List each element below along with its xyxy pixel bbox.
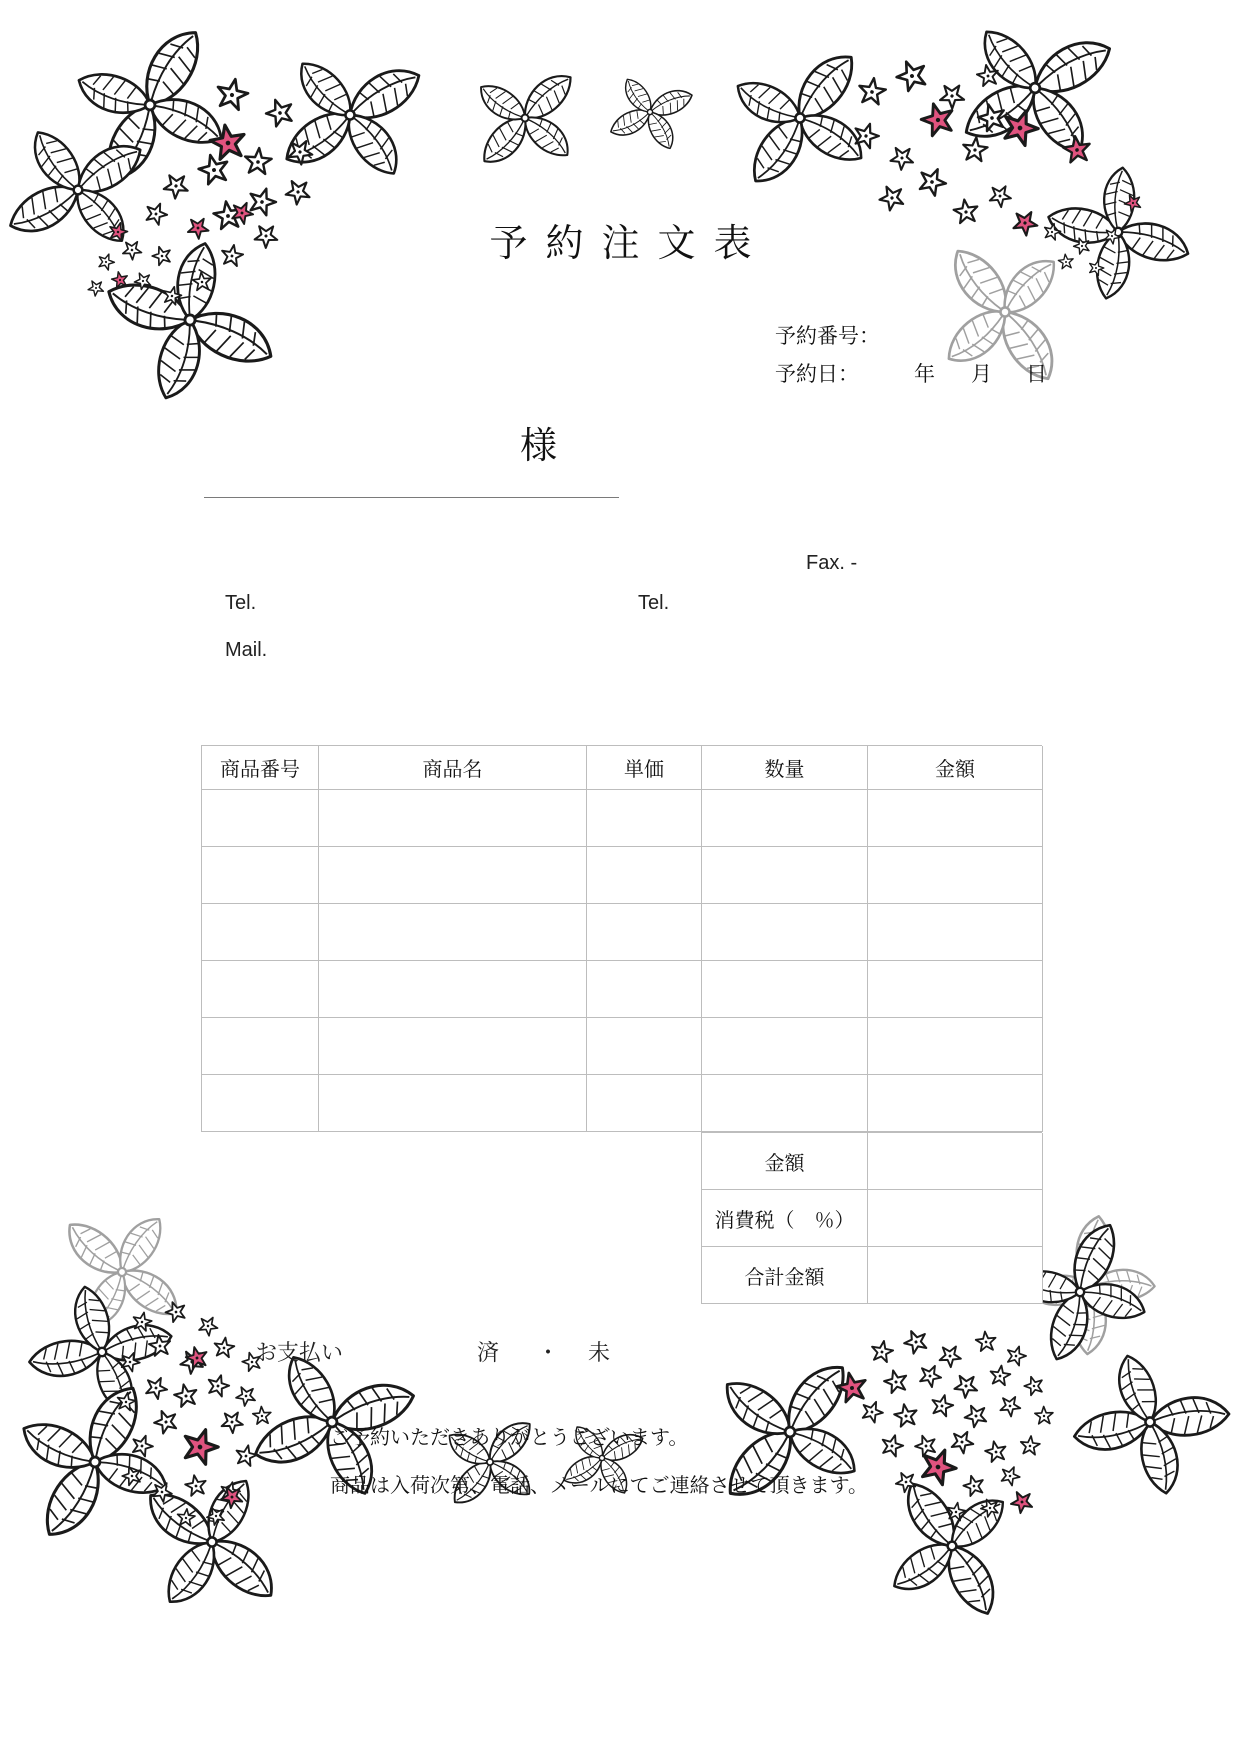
tel1-label: Tel.: [225, 592, 257, 614]
summary-total-value[interactable]: [868, 1247, 1043, 1304]
table-cell[interactable]: [202, 961, 319, 1018]
table-cell[interactable]: [702, 904, 868, 961]
fax-label: Fax. -: [806, 552, 858, 574]
payment-row: [255, 1336, 610, 1367]
reservation-date-label: 予約日：: [775, 362, 859, 386]
column-header-item-name: 商品名: [319, 746, 587, 790]
table-cell[interactable]: [868, 961, 1043, 1018]
payment-separator: ・: [537, 1340, 560, 1365]
table-cell[interactable]: [587, 904, 702, 961]
table-cell[interactable]: [868, 1075, 1043, 1132]
mail-value[interactable]: [267, 636, 407, 656]
table-cell[interactable]: [319, 847, 587, 904]
table-cell[interactable]: [319, 1018, 587, 1075]
table-cell[interactable]: [868, 847, 1043, 904]
payment-paid-option[interactable]: 済: [477, 1340, 500, 1365]
table-cell[interactable]: [702, 1018, 868, 1075]
table-cell[interactable]: [868, 1018, 1043, 1075]
tel1-row: [225, 589, 396, 615]
summary-tax-label: 消費税（ ％）: [702, 1190, 868, 1247]
tel1-value[interactable]: [256, 589, 396, 609]
mail-label: Mail.: [225, 639, 268, 661]
table-cell[interactable]: [202, 1018, 319, 1075]
column-header-item-number: 商品番号: [202, 746, 319, 790]
customer-name-slot[interactable]: [200, 410, 510, 452]
table-cell[interactable]: [702, 847, 868, 904]
fax-value[interactable]: [857, 549, 997, 569]
table-cell[interactable]: [587, 847, 702, 904]
summary-amount-value[interactable]: [868, 1133, 1043, 1190]
table-cell[interactable]: [319, 961, 587, 1018]
table-cell[interactable]: [319, 904, 587, 961]
table-cell[interactable]: [702, 790, 868, 847]
reservation-number-label: 予約番号：: [775, 324, 880, 348]
table-cell[interactable]: [587, 961, 702, 1018]
payment-unpaid-option[interactable]: 未: [588, 1340, 611, 1365]
tel2-value[interactable]: [669, 589, 809, 609]
table-cell[interactable]: [702, 961, 868, 1018]
column-header-amount: 金額: [868, 746, 1043, 790]
page-title: 予約注文表: [489, 223, 770, 265]
table-cell[interactable]: [319, 1075, 587, 1132]
table-cell[interactable]: [702, 1075, 868, 1132]
fax-row: [806, 549, 997, 575]
order-table: [201, 745, 1042, 1132]
reservation-number-row: [775, 320, 920, 350]
summary-tax-value[interactable]: [868, 1190, 1043, 1247]
footer-thanks-line: ご予約いただきありがとうございます。: [330, 1427, 689, 1449]
reservation-month-label: 月: [971, 362, 992, 386]
reservation-date-row: [775, 358, 1047, 388]
footer-notice-line: 商品は入荷次第、電話、メールにてご連絡させて頂きます。: [330, 1475, 868, 1497]
tel2-label: Tel.: [638, 592, 670, 614]
table-cell[interactable]: [868, 904, 1043, 961]
table-cell[interactable]: [319, 790, 587, 847]
table-cell[interactable]: [587, 1018, 702, 1075]
table-cell[interactable]: [202, 1075, 319, 1132]
table-cell[interactable]: [587, 790, 702, 847]
reservation-number-value[interactable]: [880, 322, 920, 343]
table-cell[interactable]: [868, 790, 1043, 847]
summary-table: [701, 1132, 1042, 1304]
table-cell[interactable]: [202, 790, 319, 847]
reservation-year-label: 年: [914, 362, 935, 386]
payment-label: お支払い: [255, 1340, 344, 1365]
table-cell[interactable]: [202, 847, 319, 904]
column-header-quantity: 数量: [702, 746, 868, 790]
customer-honorific: 様: [520, 426, 557, 467]
summary-total-label: 合計金額: [702, 1247, 868, 1304]
mail-row: [225, 636, 407, 662]
tel2-row: [638, 589, 809, 615]
table-cell[interactable]: [202, 904, 319, 961]
reservation-day-label: 日: [1026, 362, 1047, 386]
customer-name-line[interactable]: [204, 497, 619, 498]
summary-amount-label: 金額: [702, 1133, 868, 1190]
column-header-unit-price: 単価: [587, 746, 702, 790]
table-cell[interactable]: [587, 1075, 702, 1132]
